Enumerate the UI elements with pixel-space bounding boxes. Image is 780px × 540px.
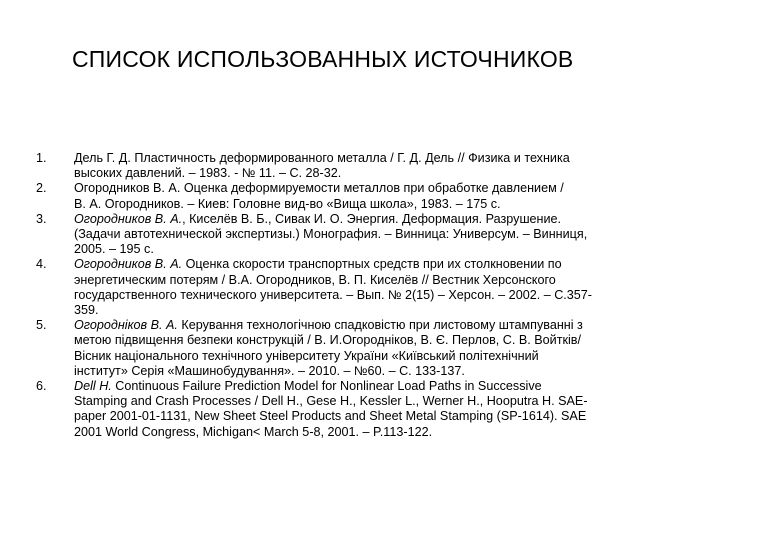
reference-body: Дель Г. Д. Пластичность деформированного металла / Г. Д. Дель // Физика и техника высоких давлений. – 1983. - № 11. – С. 28-32. bbox=[74, 151, 570, 181]
reference-text bbox=[74, 379, 736, 440]
reference-body: Огородников В. А. Оценка деформируемости металлов при обработке давлением / В. А. Огородников. – Киев: Головне вид-во «Вища школа», 1983. – 175 с. bbox=[74, 181, 564, 211]
reference-body: , Киселёв В. Б., Сивак И. О. Энергия. Деформация. Разрушение. (Задачи автотехнической экспертизы.) Монография. – Винница: Универсум. – Винниця, 2005. – 195 с. bbox=[74, 211, 588, 257]
reference-number: 6. bbox=[36, 379, 47, 394]
reference-author: Огороднiков В. А. bbox=[74, 318, 178, 333]
reference-body: Керування технологiчною спадковiстю при листовому штампуваннi з метою пiдвищення безпеки конструкцiй / В. И.Огороднiков, В. Є. Перлов, С. В. Войткiв/ Вiсник нацiонального технiчного унiверситету України «Київський полiтехнiчний iнститут» Серiя «Машинобудування». – 2010. – №60. – С. 133-137. bbox=[74, 318, 583, 378]
reference-item-2 bbox=[36, 181, 736, 211]
reference-text bbox=[74, 212, 736, 258]
reference-number: 2. bbox=[36, 181, 47, 196]
reference-number: 5. bbox=[36, 318, 47, 333]
reference-number: 3. bbox=[36, 211, 47, 226]
reference-list bbox=[36, 151, 736, 440]
reference-item-4 bbox=[36, 257, 736, 318]
reference-item-5 bbox=[36, 318, 736, 379]
reference-author: Огородников В. А. bbox=[74, 211, 183, 226]
reference-number: 4. bbox=[36, 257, 47, 272]
reference-author: Dell H. bbox=[74, 379, 112, 394]
reference-item-6 bbox=[36, 379, 736, 440]
reference-body: Оценка скорости транспортных средств при их столкновении по энергетическим потерям / В.А. Огородников, В. П. Киселёв // Вестник Херсонского государственного технического университета. – Вып. № 2(15) – Херсон. – 2002. – С.357- 359. bbox=[74, 257, 593, 318]
reference-text bbox=[74, 318, 736, 379]
reference-item-1 bbox=[36, 151, 736, 181]
page-title: СПИСОК ИСПОЛЬЗОВАННЫХ ИСТОЧНИКОВ bbox=[72, 46, 574, 72]
reference-body: Continuous Failure Prediction Model for Nonlinear Load Paths in Successive Stamping and Crash Processes / Dell H., Gese H., Kessler L., Werner H., Hooputra H. SAE- paper 2001-01-1131, New Sheet Steel Products and Sheet Metal Stamping (SP-1614). SAE 2001 World Congress, Michigan< March 5-8, 2001. – P.113-122. bbox=[74, 379, 588, 439]
reference-text bbox=[74, 181, 736, 211]
reference-item-3 bbox=[36, 212, 736, 258]
reference-author: Огородников В. А. bbox=[74, 257, 183, 272]
reference-number: 1. bbox=[36, 151, 47, 165]
reference-text bbox=[74, 257, 736, 318]
reference-text bbox=[74, 151, 736, 181]
